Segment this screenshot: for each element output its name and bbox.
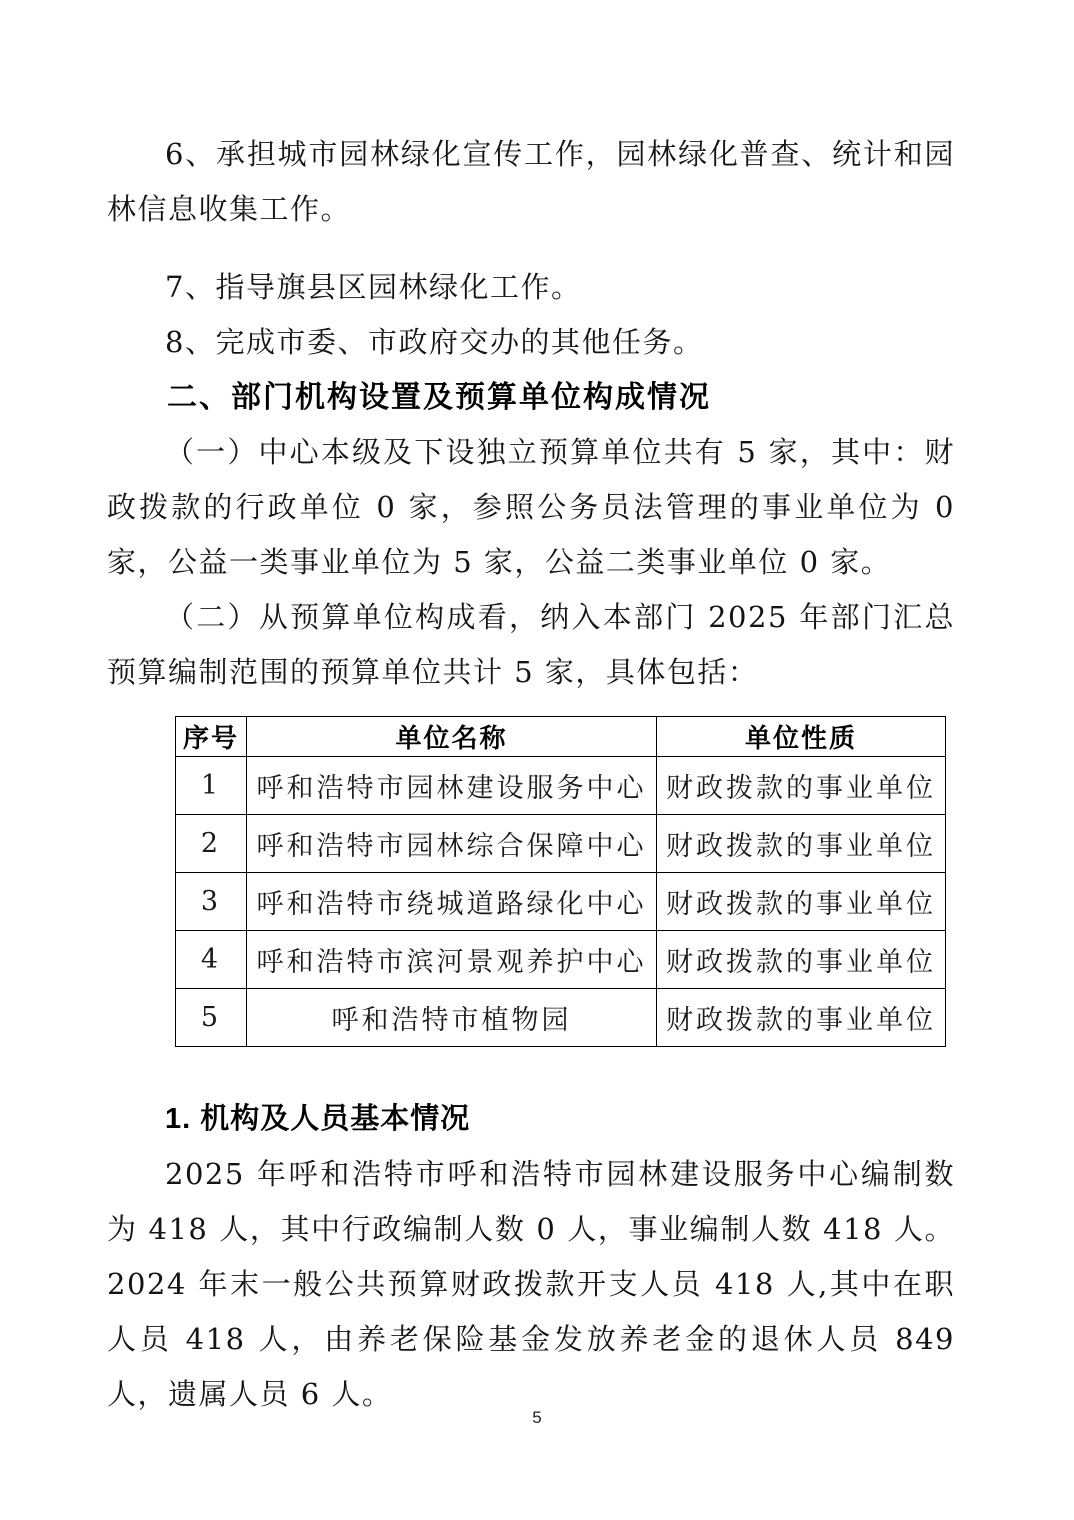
cell-unit-name: 呼和浩特市植物园 [247, 989, 657, 1047]
paragraph-budget-units-count: （一）中心本级及下设独立预算单位共有 5 家，其中：财政拨款的行政单位 0 家，参照公务员法管理的事业单位为 0 家，公益一类事业单位为 5 家，公益二类事业单位 0 家。 [107, 435, 955, 579]
cell-index: 5 [176, 989, 247, 1047]
table-row [176, 931, 946, 989]
cell-unit-name: 呼和浩特市绕城道路绿化中心 [247, 873, 657, 931]
cell-unit-name: 呼和浩特市滨河景观养护中心 [247, 931, 657, 989]
subsection-1-heading: 1. 机构及人员基本情况 [165, 1103, 471, 1135]
cell-index: 2 [176, 815, 247, 873]
paragraph-duty-8: 8、完成市委、市政府交办的其他任务。 [165, 325, 704, 359]
column-header-index: 序号 [176, 717, 247, 757]
cell-unit-type: 财政拨款的事业单位 [657, 931, 946, 989]
cell-unit-type: 财政拨款的事业单位 [657, 873, 946, 931]
table-header-row [176, 717, 946, 757]
column-header-unit-type: 单位性质 [657, 717, 946, 757]
cell-unit-name: 呼和浩特市园林综合保障中心 [247, 815, 657, 873]
cell-index: 3 [176, 873, 247, 931]
table-row [176, 757, 946, 815]
section-2-heading: 二、部门机构设置及预算单位构成情况 [167, 381, 711, 414]
column-header-unit-name: 单位名称 [247, 717, 657, 757]
cell-index: 4 [176, 931, 247, 989]
cell-unit-type: 财政拨款的事业单位 [657, 757, 946, 815]
table-row [176, 989, 946, 1047]
paragraph-staffing: 2025 年呼和浩特市呼和浩特市园林建设服务中心编制数为 418 人，其中行政编制人数 0 人，事业编制人数 418 人。2024 年末一般公共预算财政拨款开支人员 418 人,其中在职人员 418 人，由养老保险基金发放养老金的退休人员 849 人，遗属人员 6 人。 [107, 1157, 955, 1411]
cell-unit-name: 呼和浩特市园林建设服务中心 [247, 757, 657, 815]
table-row [176, 815, 946, 873]
paragraph-budget-units-scope: （二）从预算单位构成看，纳入本部门 2025 年部门汇总预算编制范围的预算单位共计 5 家，具体包括： [107, 600, 955, 689]
budget-units-table [175, 716, 946, 1047]
paragraph-duty-7: 7、指导旗县区园林绿化工作。 [165, 270, 582, 304]
table-row [176, 873, 946, 931]
page-number: 5 [532, 1408, 542, 1427]
cell-unit-type: 财政拨款的事业单位 [657, 989, 946, 1047]
cell-index: 1 [176, 757, 247, 815]
cell-unit-type: 财政拨款的事业单位 [657, 815, 946, 873]
paragraph-duty-6: 6、承担城市园林绿化宣传工作，园林绿化普查、统计和园林信息收集工作。 [107, 137, 955, 226]
